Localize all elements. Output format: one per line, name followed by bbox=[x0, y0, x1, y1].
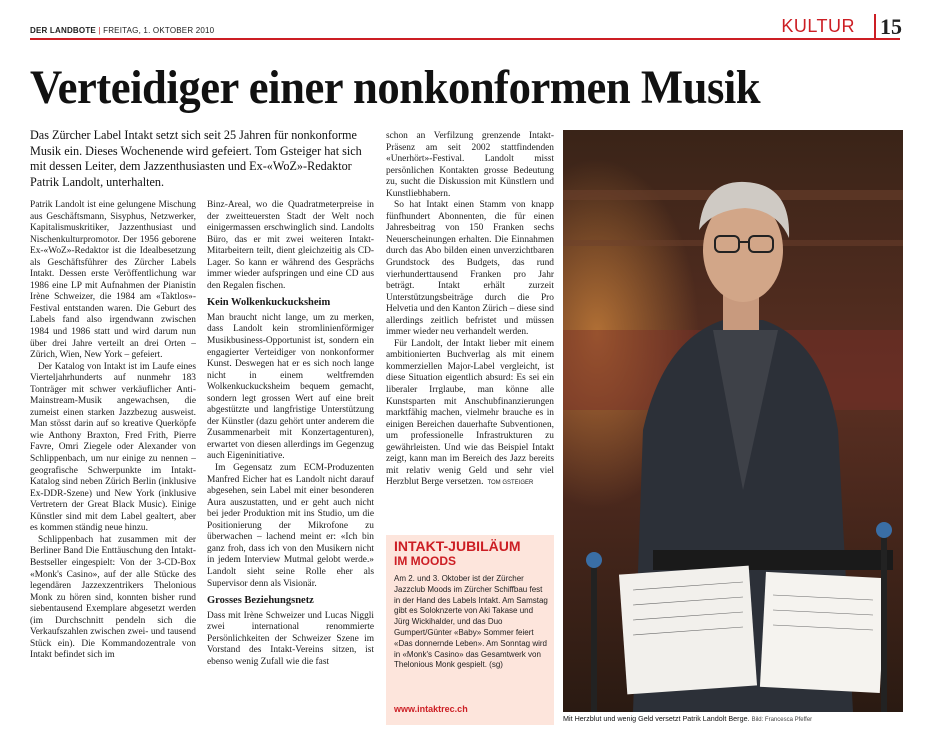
info-box-title: INTAKT-JUBILÄUM bbox=[394, 538, 521, 554]
article-column-2 bbox=[207, 200, 374, 725]
issue-date: FREITAG, 1. OKTOBER 2010 bbox=[103, 26, 215, 35]
paragraph: Im Gegensatz zum ECM-Produzenten Manfred Eicher hat es Landolt nicht darauf abgesehen, sein Label mit einer besonderen Aura auszustatten, und er geht auch nicht bei jeder Produktion mit ins Studio, um die Positionierung der Mikrofone zu überwachen – lachend meint er: «Ich bin ganz froh, dass ich von den Musikern nicht in jedem Interview Mutmal gelobt werde.» Landolt sieht seine Rolle eher als Supervisor denn als Visionär. bbox=[207, 463, 374, 589]
lead-paragraph: Das Zürcher Label Intakt setzt sich seit 25 Jahren für nonkonforme Musik ein. Dieses Wochenende wird gefeiert. Tom Gsteiger hat sich mit dessen Leiter, dem Jazzenthusiasten und Ex-«WoZ»-Redaktor Patrik Landolt, unterhalten. bbox=[30, 128, 362, 189]
section-divider bbox=[874, 14, 876, 38]
paragraph: Dass mit Irène Schweizer und Lucas Niggli zwei international renommierte Persönlichkeiten der Schweizer Szene im Vorstand des Intakt-Vereins sitzen, ist ebenso wenig Zufall wie die fast bbox=[207, 610, 374, 667]
website-link[interactable]: www.intaktrec.ch bbox=[394, 704, 468, 714]
portrait-photo bbox=[563, 130, 903, 712]
photo-caption bbox=[563, 714, 903, 723]
newspaper-name: DER LANDBOTE bbox=[30, 26, 96, 35]
info-box bbox=[386, 535, 554, 725]
article-column-3 bbox=[386, 131, 554, 531]
masthead: DER LANDBOTE | FREITAG, 1. OKTOBER 2010 bbox=[30, 26, 215, 35]
paragraph: Schlippenbach hat zusammen mit der Berliner Band Die Enttäuschung den Intakt-Bestseller eingespielt: Von der 3-CD-Box «Monk's Casino», auf der alle Stücke des legendären Jazzexzentrikers Thelonious Monk zu hören sind, konnten bisher rund siebentausend Exemplare abgesetzt werden (im Durchschnitt pendeln sich die Verkaufszahlen zwischen zwei- und tausend Stück ein). Die Kommandozentrale von Intakt befindet sich im bbox=[30, 534, 196, 661]
paragraph bbox=[386, 339, 554, 490]
info-box-subtitle: IM MOODS bbox=[394, 554, 456, 568]
photo-illustration bbox=[563, 130, 903, 712]
caption-text: Mit Herzblut und wenig Geld versetzt Patrik Landolt Berge. bbox=[563, 714, 750, 723]
paragraph: schon an Verfilzung grenzende Intakt-Präsenz am seit 2002 stattfindenden «Unerhört»-Festival. Landolt misst persönlichen Kontakten grosse Bedeutung zu, sucht die Diskussion mit Künstlern und Kunstliebhabern. bbox=[386, 131, 554, 199]
paragraph: So hat Intakt einen Stamm von knapp fünfhundert Abonnenten, die für einen Jahresbeitrag von 150 Franken sechs Neuerscheinungen erhalten. Die Einnahmen durch das Abo bilden einen unverzichtbaren Grundstock des Budgets, das rund vierhunderttausend Franken pro Jahr beträgt. Intakt erhält zurzeit Unterstützungsbeiträge durch die Pro Helvetia und den Kanton Zürich – diese sind allerdings zeitlich befristet und müssen immer wieder neu verhandelt werden. bbox=[386, 200, 554, 338]
paragraph: Patrik Landolt ist eine gelungene Mischung aus Geschäftsmann, Sisyphus, Netzwerker, Kapitalismuskritiker, Jazzenthusiast und Nischenkulturpromotor. Der 1956 geborene Ex-«WoZ»-Redaktor ist die Idealbesetzung als Geschäftsführer des Zürcher Labels Intakt. Dessen erste Veröffentlichung war 1986 eine LP mit Aufnahmen der Pianistin Irène Schweizer, die 1984 am «Taktlos»-Festival entstanden waren. Die Geburt des Labels fand also irgendwann zwischen 1984 und 1986 statt und wird darum nun über drei Jahre verteilt an drei Orten – Zürich, Wien, New York – gefeiert. bbox=[30, 200, 196, 361]
section-label: KULTUR bbox=[781, 16, 855, 36]
article-column-1 bbox=[30, 200, 196, 725]
paragraph-text: Für Landolt, der Intakt lieber mit einem ambitionierten Buchverlag als mit einem kommerziellen Major-Label vergleicht, ist diese Situation eigentlich absurd: Es sei ein liberaler Irrglaube, man könne alle Kunstsparten mit Anschubfinanzierungen marktfähig machen, vielmehr brauche es in einigen Bereichen dauerhafte Subventionen, um professionelle Infrastrukturen zu gewährleisten. Und wie das Beispiel Intakt zeigt, kann man im Bereich des Jazz bereits mit relativ wenig Geld und sehr viel Herzblut Berge versetzen. bbox=[386, 338, 554, 488]
page-number: 15 bbox=[880, 14, 902, 39]
info-box-body: Am 2. und 3. Oktober ist der Zürcher Jazzclub Moods im Zürcher Schiffbau fest in der Hand des Labels Intakt. Am Samstag gibt es Soloknzerte von Aki Takase und Jürg Wickihalder, und das Duo Gumpert/Günter «Baby» Sommer feiert «Das donnernde Leben». Am Sonntag wird in «Monk's Casino» das Gesamtwerk von Thelonious Monk gespielt. (sg) bbox=[394, 574, 548, 670]
subheading: Kein Wolkenkuckucksheim bbox=[207, 297, 331, 309]
paragraph: Man braucht nicht lange, um zu merken, dass Landolt kein stromlinienförmiger Musikbusiness-Opportunist ist, sondern ein engagierter Verteidiger von nonkonformer Kunst. Deswegen hat er es sich noch lange nicht in einem weltfremden Wolkenkuckucksheim bequem gemacht, sondern legt grossen Wert auf eine breit abgestützte und langfristige Unterstützung der Künstler (dazu gehört unter anderem die Zusammenarbeit mit Konzertagenturen), erwartet von diesen allerdings im Gegenzug auch Eigeninitiative. bbox=[207, 312, 374, 462]
photo-credit: Bild: Francesca Pfeffer bbox=[751, 717, 813, 723]
subheading: Grosses Beziehungsnetz bbox=[207, 595, 314, 607]
paragraph: Binz-Areal, wo die Quadratmeterpreise in der zweitteuersten Stadt der Welt noch einigermassen erschwinglich sind. Landolts Büro, das er mit zwei weiteren Intakt-Mitarbeitern teilt, dient gleichzeitig als CD-Lager. So kann er während des Gesprächs immer wieder aufspringen und eine CD aus den Regalen fischen. bbox=[207, 200, 374, 291]
author-byline: TOM GSTEIGER bbox=[487, 480, 534, 487]
header-rule bbox=[30, 38, 900, 40]
paragraph: Der Katalog von Intakt ist im Laufe eines Vierteljahrhunderts auf nunmehr 183 Tonträger mit schwer verkäuflicher Anti-Mainstream-Musik angewachsen, die zumeist einen starken Jazzbezug ausweist. Man stösst darin auf so kreative Querköpfe wie Anthony Braxton, Fred Frith, Pierre Favre, Omri Ziegele oder Alexander von Schlippenbach, um nur einige zu nennen – geografische Schwerpunkte im Intakt-Katalog sind neben Zürich Berlin (inklusive Ex-DDR-Szene) und New York (inklusive Vertretern der Great Black Music). Einige Künstler sind mit dem Label gealtert, aber es kommen ständig neue hinzu. bbox=[30, 361, 196, 534]
headline: Verteidiger einer nonkonformen Musik bbox=[30, 61, 761, 114]
